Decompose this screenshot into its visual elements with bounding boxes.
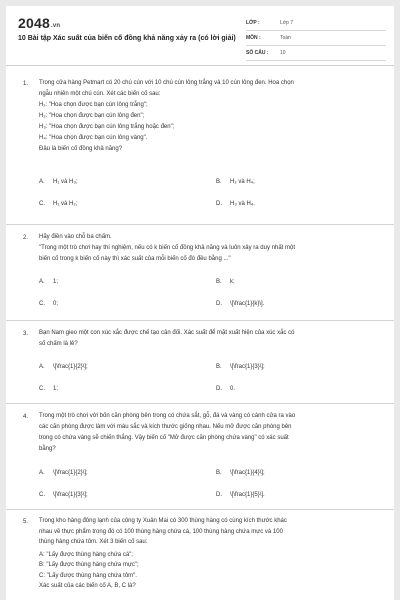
question-text: Bạn Nam gieo một con xúc xắc được chế tạo cân đối. Xác suất để mặt xuất hiện của xúc xắc có số chấm là lẻ? bbox=[39, 330, 295, 347]
option-b[interactable]: B. \[\frac{1}{4}\]; bbox=[216, 470, 265, 476]
option-a[interactable]: A. \[\frac{1}{2}\]; bbox=[39, 470, 88, 476]
divider bbox=[6, 320, 394, 321]
meta-row-subject: MÔN : Toán bbox=[246, 31, 386, 46]
meta-row-grade: LỚP : Lớp 7 bbox=[246, 16, 386, 31]
option-b[interactable]: B. \[\frac{1}{3}\]; bbox=[216, 364, 265, 370]
document-page: 2048.vn 10 Bài tập Xác suất của biến cố đồng khả năng xảy ra (có lời giải) LỚP : Lớp 7 MÔN : Toán SỐ CÂU : 10 1. Trong cửa hàng Petmart có 20 chú cún với 10 chú cún lông trắng và 10 cún lông đen. Hoa chọn ngẫu nhiên một chú cún. Xét các biến cố sau: H₁: "Hoa chọn được bạn cún lông trắng"; H₂: "Hoa chọn được bạn cún lông đen"; H₃: "Hoa chọn được bạn cún lông trắng hoặc đen"; H₄: "Hoa chọn được bạn cún lông vàng". Đâu là biến cố đồng khả năng? A. H₁ và H₃; B. H₂ và H₄; C. H₁ và H₂; D. H₃ và H₄. 2. Hãy điền vào chỗ ba chấm. "Trong một trò chơi hay thí nghiệm, nếu có k biến cố đồng khả năng và luôn xảy ra duy nhất một biến cố trong k biến cố này thì xác suất của mỗi biến cố đó đều bằng ..." A. 1; B. k; C. 0; D. \[\frac{1}{k}\]. 3. Bạn Nam gieo một con xúc xắc được chế tạo cân đối. Xác suất để mặt xuất hiện của xúc xắc có số chấm là lẻ? A. \[\frac{1}{2}\]; B. \[\frac{1}{3}\]; C. 1; D. 0. 4. Trong một trò chơi với bốn căn phòng bên trong có chứa sắt, gỗ, đá và vàng có cánh cửa ra vào các căn phòng được làm với màu sắc và kích thước giống nhau. Nếu mở được căn phòng bên trong có chứa vàng sẽ chiến thắng. Vậy biến cố "Mở được căn phòng chứa vàng" có xác suất bằng? A. \[\frac{1}{2}\]; B. \[\frac{1}{4}\]; C. \[\frac{1}{3}\]; D. \[\frac{1}{5}\]. 5. Trong kho hàng đông lạnh của công ty Xuân Mai có 300 thùng hàng có cùng kích thước khác nhau về thực phẩm trong đó có 100 thùng hàng chứa cá, 100 thùng hàng chứa mực và 100 thùng hàng chứa tôm. Xét 3 biến cố sau: A: "Lấy được thùng hàng chứa cá"; B: "Lấy được thùng hàng chứa mực"; C: "Lấy được thùng hàng chứa tôm". Xác suất của các biến cố A, B, C là? bbox=[6, 6, 394, 600]
question-text: Hãy điền vào chỗ ba chấm. "Trong một trò chơi hay thí nghiệm, nếu có k biến cố đồng khả năng và luôn xảy ra duy nhất một biến cố trong k biến cố này thì xác suất của mỗi biến cố đó đều bằng ..." bbox=[39, 234, 295, 262]
option-d[interactable]: D. \[\frac{1}{k}\]. bbox=[216, 301, 265, 307]
page-title: 10 Bài tập Xác suất của biến cố đồng khả năng xảy ra (có lời giải) bbox=[18, 35, 236, 42]
option-a[interactable]: A. \[\frac{1}{2}\]; bbox=[39, 364, 88, 370]
question-text: Trong kho hàng đông lạnh của công ty Xuân Mai có 300 thùng hàng có cùng kích thước khác nhau về thực phẩm trong đó có 100 thùng hàng chứa cá, 100 thùng hàng chứa mực và 100 thùng hàng chứa tôm. Xét 3 biến cố sau: A: "Lấy được thùng hàng chứa cá"; B: "Lấy được thùng hàng chứa mực"; C: "Lấy được thùng hàng chứa tôm". Xác suất của các biến cố A, B, C là? bbox=[39, 518, 287, 589]
option-c[interactable]: C. 1; bbox=[39, 386, 59, 392]
option-a[interactable]: A. 1; bbox=[39, 279, 59, 285]
question-text: Trong một trò chơi với bốn căn phòng bên trong có chứa sắt, gỗ, đá và vàng có cánh cửa ra vào các căn phòng được làm với màu sắc và kích thước giống nhau. Nếu mở được căn phòng bên trong có chứa vàng sẽ chiến thắng. Vậy biến cố "Mở được căn phòng chứa vàng" có xác suất bằng? bbox=[39, 413, 296, 452]
option-c[interactable]: C. 0; bbox=[39, 301, 59, 307]
meta-table bbox=[246, 16, 386, 61]
divider bbox=[6, 224, 394, 225]
question-text: Trong cửa hàng Petmart có 20 chú cún với 10 chú cún lông trắng và 10 cún lông đen. Hoa chọn ngẫu nhiên một chú cún. Xét các biến cố sau: H₁: "Hoa chọn được bạn cún lông trắng"; H₂: "Hoa chọn được bạn cún lông đen"; H₃: "Hoa chọn được bạn cún lông trắng hoặc đen"; H₄: "Hoa chọn được bạn cún lông vàng". Đâu là biến cố đồng khả năng? bbox=[39, 80, 294, 152]
option-d[interactable]: D. H₃ và H₄. bbox=[216, 201, 255, 207]
option-b[interactable]: B. k; bbox=[216, 279, 235, 285]
divider bbox=[6, 403, 394, 404]
option-d[interactable]: D. 0. bbox=[216, 386, 236, 392]
option-d[interactable]: D. \[\frac{1}{5}\]. bbox=[216, 492, 265, 498]
divider bbox=[6, 509, 394, 510]
option-c[interactable]: C. H₁ và H₂; bbox=[39, 201, 78, 207]
option-a[interactable]: A. H₁ và H₃; bbox=[39, 179, 78, 185]
option-c[interactable]: C. \[\frac{1}{3}\]; bbox=[39, 492, 88, 498]
site-logo[interactable]: 2048.vn bbox=[18, 15, 61, 31]
option-b[interactable]: B. H₂ và H₄; bbox=[216, 179, 255, 185]
page-header bbox=[6, 6, 394, 66]
meta-row-count: SỐ CÂU : 10 bbox=[246, 46, 386, 61]
